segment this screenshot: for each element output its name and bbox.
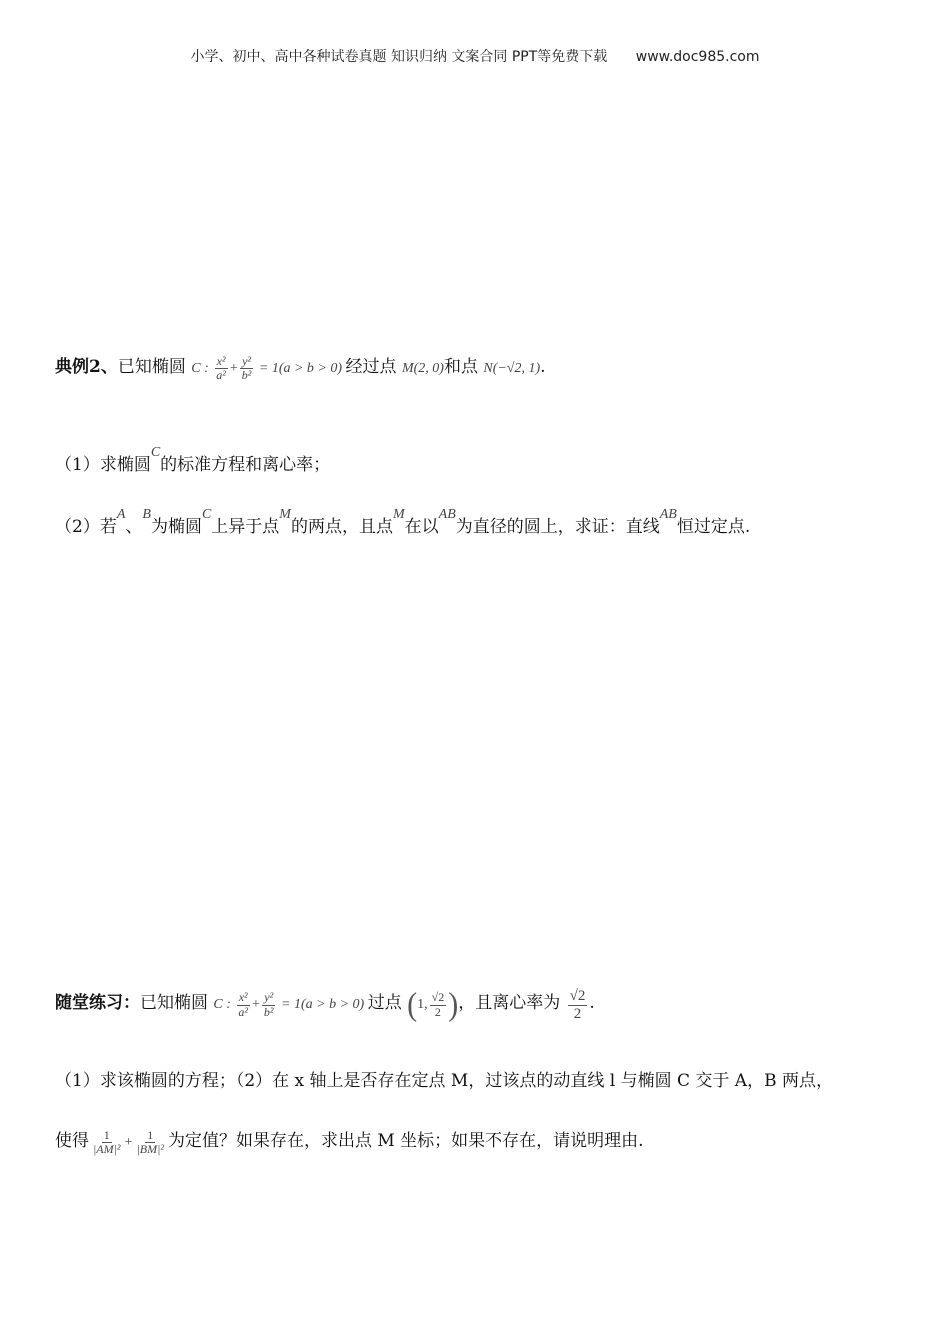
var-a: A xyxy=(116,507,126,522)
var-b: B xyxy=(142,507,151,522)
practice-line-3: 使得 $\frac{1}{\text{|AM|²}}$ + $\frac{1}{\text{|BM|²}}$ 为定值？如果存在，求出点 M 坐标；如果不存在，请说明理由. xyxy=(55,1128,644,1157)
point-n: N(−√2, 1) xyxy=(483,361,541,376)
practice-statement: 随堂练习：已知椭圆 C : $\frac{\text{x²}}{\text{a²}}$ + $\frac{\text{y²}}{\text{b²}}$ = 1(a > b > 0) 过点 (1, $\frac{√2}{2}$ )，且离心率为 $\frac{√2}{2}$ . xyxy=(55,986,595,1023)
var-ab: AB xyxy=(659,507,677,522)
header-site-link[interactable]: www.doc985.com xyxy=(635,49,760,65)
var-c: C xyxy=(201,507,212,522)
question-2: （2）若$^A$、$^B$为椭圆$^C$上异于点$^M$的两点，且点$^M$在以$^{AB}$为直径的圆上，求证：直线$^{AB}$恒过定点. xyxy=(55,507,751,537)
example2-statement: 典例2、已知椭圆 C : $\frac{\text{x²}}{\text{a²}}$ + $\frac{\text{y²}}{\text{b²}}$ = 1(a > b > 0) 经过点 M(2, 0)和点 N(−√2, 1). xyxy=(55,354,546,383)
header-text: 小学、初中、高中各种试卷真题 知识归纳 文案合同 PPT等免费下载 xyxy=(190,49,608,65)
eccentricity-fraction: $\frac{√2}{2}$ xyxy=(569,988,586,1022)
eq-y-fraction: $\frac{\text{y²}}{\text{b²}}$ xyxy=(241,354,252,383)
example2-label: 典例2、 xyxy=(55,357,118,377)
question-1: （1）求椭圆$^C$的标准方程和离心率； xyxy=(55,445,331,475)
eq-rhs: = 1(a > b > 0) xyxy=(258,361,343,376)
point-m: M(2, 0) xyxy=(401,361,444,376)
sum-of-reciprocals: $\frac{1}{\text{|AM|²}}$ + $\frac{1}{\text{|BM|²}}$ xyxy=(93,1128,164,1157)
example2-text-b: 经过点 xyxy=(345,357,397,377)
var-c: C xyxy=(150,445,161,460)
practice-point: (1, $\frac{√2}{2}$ ) xyxy=(407,986,459,1023)
example2-ellipse-equation: C : $\frac{\text{x²}}{\text{a²}}$ + $\frac{\text{y²}}{\text{b²}}$ = 1(a > b > 0) xyxy=(191,354,343,383)
eq-c: C : xyxy=(191,361,209,376)
practice-ellipse-equation: C : $\frac{\text{x²}}{\text{a²}}$ + $\frac{\text{y²}}{\text{b²}}$ = 1(a > b > 0) xyxy=(213,990,365,1019)
example2-text-c: 和点 xyxy=(443,357,478,377)
var-ab: AB xyxy=(438,507,456,522)
var-m: M xyxy=(392,507,405,522)
practice-label: 随堂练习： xyxy=(55,993,140,1014)
var-m: M xyxy=(279,507,291,522)
example2-text-a: 已知椭圆 xyxy=(117,357,186,377)
practice-line-2: （1）求该椭圆的方程；（2）在 x 轴上是否存在定点 M，过该点的动直线 l 与椭圆 C 交于 A，B 两点， xyxy=(55,1071,833,1091)
eq-x-fraction: $\frac{\text{x²}}{\text{a²}}$ xyxy=(216,354,226,383)
page-header xyxy=(0,46,950,66)
